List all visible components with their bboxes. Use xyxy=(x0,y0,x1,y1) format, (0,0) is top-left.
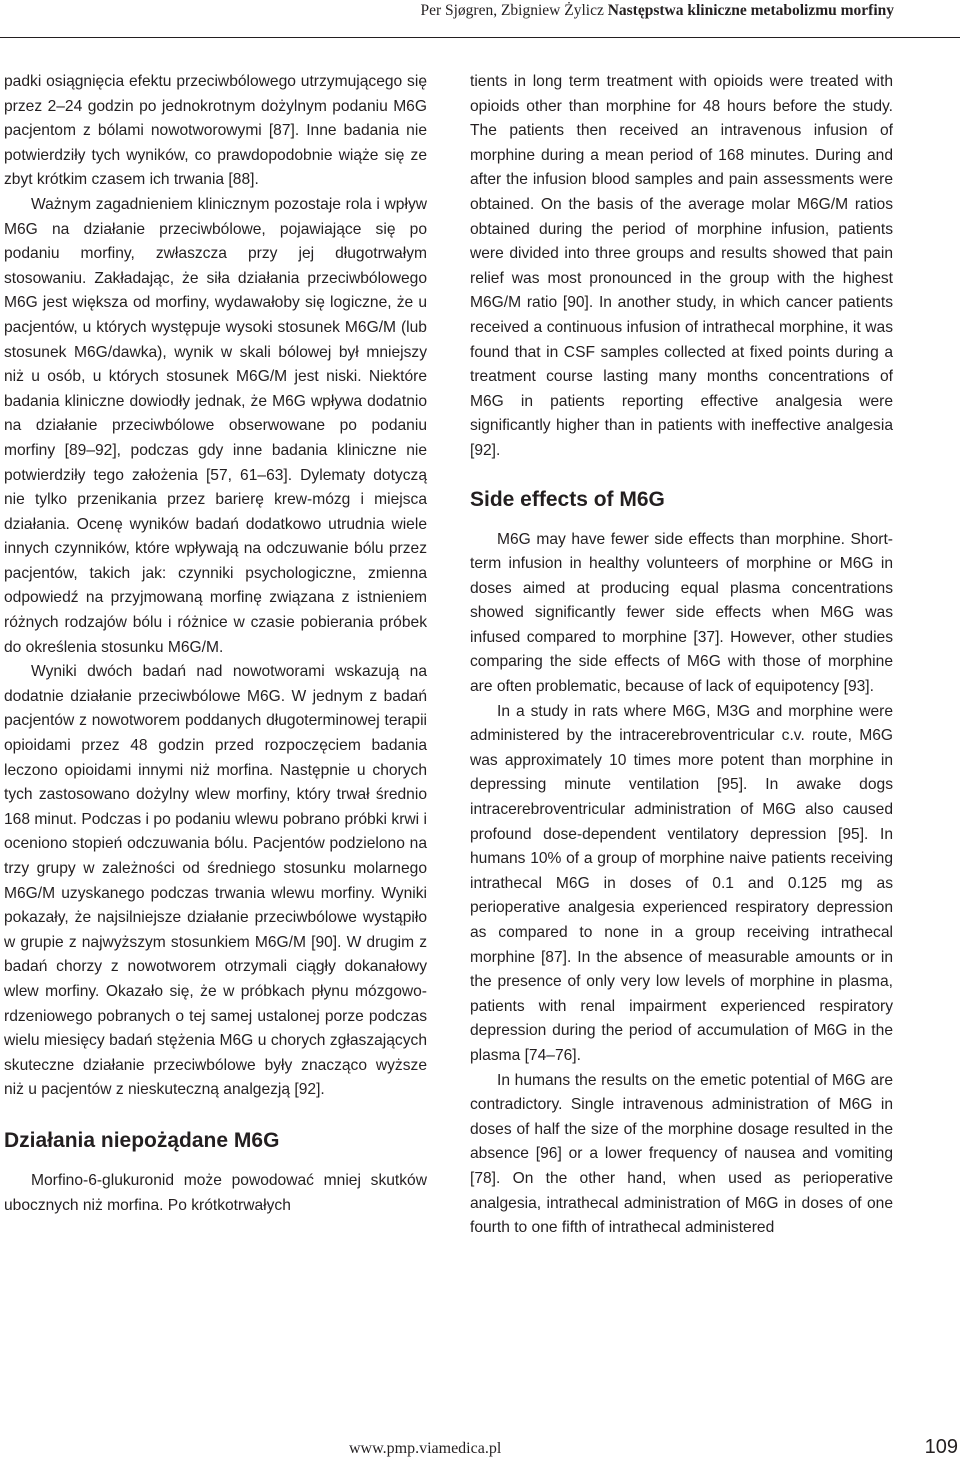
left-column xyxy=(4,70,427,1218)
page-number: 109 xyxy=(924,1436,958,1458)
section-heading-polish: Działania niepożądane M6G xyxy=(4,1128,280,1152)
right-column xyxy=(470,70,893,1241)
left-paragraph: Ważnym zagadnieniem klinicznym pozostaje rola i wpływ M6G na działanie przeciwbólowe, pojawiające się po podaniu morfiny, zwłaszcza przy jej długotrwałym stosowaniu. Zakładając, że siła działania przeciwbólowego M6G jest większa od morfiny, wydawałoby się logiczne, że u pacjentów, u których występuje wysoki stosunek M6G/M (lub stosunek M6G/dawka), wynik w skali bólowej był mniejszy niż u osób, u których stosunek M6G/M jest niski. Niektóre badania kliniczne dowiodły jednak, że M6G wpływa dodatnio na działanie przeciwbólowe obserwowane po podaniu morfiny [89–92], podczas gdy inne badania kliniczne nie potwierdziły tego założenia [57, 61–63]. Dylematy dotyczą nie tylko przenikania przez barierę krew-mózg i miejsca działania. Ocenę wyników badań dodatkowo utrudnia wiele innych czynników, które wpływają na odczuwanie bólu przez pacjentów, takich jak: czynniki psychologiczne, zmienna odpowiedź na przyjmowaną morfinę związana z istnieniem różnych rodzajów bólu i różnice w czasie pobierania próbek do określenia stosunku M6G/M. xyxy=(4,195,427,656)
left-paragraph: Wyniki dwóch badań nad nowotworami wskazują na dodatnie działanie przeciwbólowe M6G. W jednym z badań pacjentów z nowotworem poddanych długoterminowej terapii opioidami przez 48 godzin przed rozpoczęciem badania leczono opioidami innymi niż morfina. Następnie u chorych tych zastosowano dożylny wlew morfiny, który trwał średnio 168 minut. Podczas i po podaniu wlewu pobrano próbki krwi i oceniono stopień odczuwania bólu. Pacjentów podzielono na trzy grupy w zależności od średniego stosunku molarnego M6G/M uzyskanego podczas trwania wlewu morfiny. Wyniki pokazały, że najsilniejsze działanie przeciwbólowe wystąpiło w grupie z najwyższym stosunkiem M6G/M [90]. W drugim z badań chorzy z nowotworem otrzymali ciągły dokanałowy wlew morfiny. Okazało się, że w próbkach płynu mózgowo-rdzeniowego pobranych o tej samej ustalonej porze podczas wielu miesięcy badań stężenia M6G u chorych zgłaszających skuteczne działanie przeciwbólowe były znacząco wyższe niż u pacjentów z nieskuteczną analgezją [92]. xyxy=(4,663,427,1099)
section-heading-english: Side effects of M6G xyxy=(470,487,665,511)
left-paragraph: padki osiągnięcia efektu przeciwbólowego utrzymującego się przez 2–24 godzin po jednokrotnym dożylnym podaniu M6G pacjentom z bólami nowotworowymi [87]. Inne badania nie potwierdziły tych wyników, co prawdopodobnie wiąże się ze zbyt krótkim czasem ich trwania [88]. xyxy=(4,73,427,189)
right-paragraph: M6G may have fewer side effects than morphine. Short-term infusion in healthy volunteers of morphine or M6G in doses aimed at producing equal plasma concentrations showed significantly fewer side effects when M6G was infused compared to morphine [37]. However, other studies comparing the side effects of M6G with those of morphine are often problematic, because of lack of equipotency [93]. xyxy=(470,530,893,696)
left-paragraph: Morfino-6-glukuronid może powodować mniej skutków ubocznych niż morfina. Po krótkotrwałych xyxy=(4,1171,427,1214)
footer-url: www.pmp.viamedica.pl xyxy=(349,1440,502,1457)
header-rule xyxy=(0,37,960,38)
running-header xyxy=(420,2,894,20)
right-paragraph: In a study in rats where M6G, M3G and morphine were administered by the intracerebroventricular c.v. route, M6G was approximately 10 times more potent than morphine in depressing minute ventilation [95]. In awake dogs intracerebroventricular administration of M6G also caused profound dose-dependent ventilatory depression [95]. In humans 10% of a group of morphine naive patients receiving intrathecal M6G in doses of 0.1 and 0.125 mg as perioperative analgesia experienced respiratory depression as compared to none in a group receiving intrathecal morphine [87]. In the absence of measurable amounts or in the presence of only very low levels of morphine in plasma, patients with renal impairment experienced respiratory depression during the period of accumulation of M6G in the plasma [74–76]. xyxy=(470,702,893,1064)
right-paragraph: tients in long term treatment with opioids were treated with opioids other than morphine for 48 hours before the study. The patients then received an intravenous infusion of morphine during a mean period of 168 minutes. During and after the infusion blood samples and pain assessments were obtained. On the basis of the average molar M6G/M ratios obtained during the period of morphine infusion, patients were divided into three groups and results showed that pain relief was most pronounced in the group with the highest M6G/M ratio [90]. In another study, in which cancer patients received a continuous infusion of intrathecal morphine, it was found that in CSF samples collected at fixed points during a treatment course lasting many months concentrations of M6G in patients reporting effective analgesia were significantly higher than in patients with ineffective analgesia [92]. xyxy=(470,73,893,459)
right-paragraph: In humans the results on the emetic potential of M6G are contradictory. Single intravenous administration of M6G in doses of half the size of the morphine dosage resulted in the absence [96] or a lower frequency of nausea and vomiting [78]. On the other hand, when used as perioperative analgesia, intrathecal administration of M6G in doses of one fourth to one fifth of intrathecal administered xyxy=(470,1071,893,1237)
header-authors: Per Sjøgren, Zbigniew Żylicz xyxy=(420,2,604,19)
header-title: Następstwa kliniczne metabolizmu morfiny xyxy=(607,2,894,19)
